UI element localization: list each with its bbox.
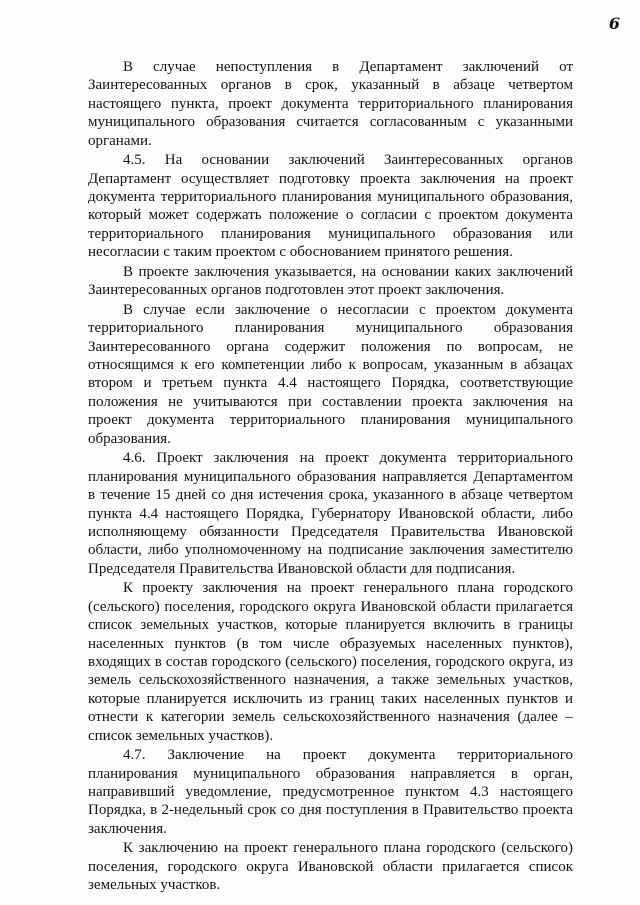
- document-body: [88, 58, 573, 896]
- paragraph-non-receipt: В случае непоступления в Департамент заключений от Заинтересованных органов в срок, указанный в абзаце четвертом настоящего пункта, проект документа территориального планирования муниципального образования считается согласованным с указанными органами.: [88, 59, 573, 149]
- page-number: 6: [608, 14, 620, 33]
- paragraph-basis: В проекте заключения указывается, на основании каких заключений Заинтересованных органов подготовлен этот проект заключения.: [88, 263, 573, 299]
- paragraph-attachment: К заключению на проект генерального плана городского (сельского) поселения, городского округа Ивановской области прилагается список земельных участков.: [88, 840, 573, 894]
- paragraph-disagreement: В случае если заключение о несогласии с проектом документа территориального планирования муниципального образования Заинтересованного органа содержит положения по вопросам, не относящимся к его компетенции либо к вопросам, указанным в абзацах втором и третьем пункта 4.4 настоящего Порядка, соответствующие положения не учитываются при составлении проекта заключения на проект документа территориального планирования муниципального образования.: [88, 301, 573, 447]
- paragraph-land-list: К проекту заключения на проект генерального плана городского (сельского) поселения, городского округа Ивановской области прилагается список земельных участков, которые планируется включить в границы населенных пунктов (в том числе образуемых населенных пунктов), входящих в состав городского (сельского) поселения, городского округа, из земель сельскохозяйственного назначения, а также земельных участков, которые планируется исключить из границ таких населенных пунктов и отнести к категории земель сельскохозяйственного назначения (далее – список земельных участков).: [88, 580, 573, 744]
- paragraph-4-6: 4.6. Проект заключения на проект документа территориального планирования муниципального образования направляется Департаментом в течение 15 дней со дня истечения срока, указанного в абзаце четвертом пункта 4.4 настоящего Порядка, Губернатору Ивановской области, либо исполняющему обязанности Председателя Правительства Ивановской области, либо уполномоченному на подписание заключения заместителю Председателя Правительства Ивановской области для подписания.: [88, 450, 573, 577]
- paragraph-4-5: 4.5. На основании заключений Заинтересованных органов Департамент осуществляет подготовку проекта заключения на проект документа территориального планирования муниципального образования, который может содержать положение о согласии с проектом документа территориального планирования муниципального образования или несогласии с таким проектом с обоснованием принятого решения.: [88, 152, 573, 261]
- paragraph-4-7: 4.7. Заключение на проект документа территориального планирования муниципального образования направляется в орган, направивший уведомление, предусмотренное пунктом 4.3 настоящего Порядка, в 2-недельный срок со дня поступления в Правительство проекта заключения.: [88, 747, 573, 837]
